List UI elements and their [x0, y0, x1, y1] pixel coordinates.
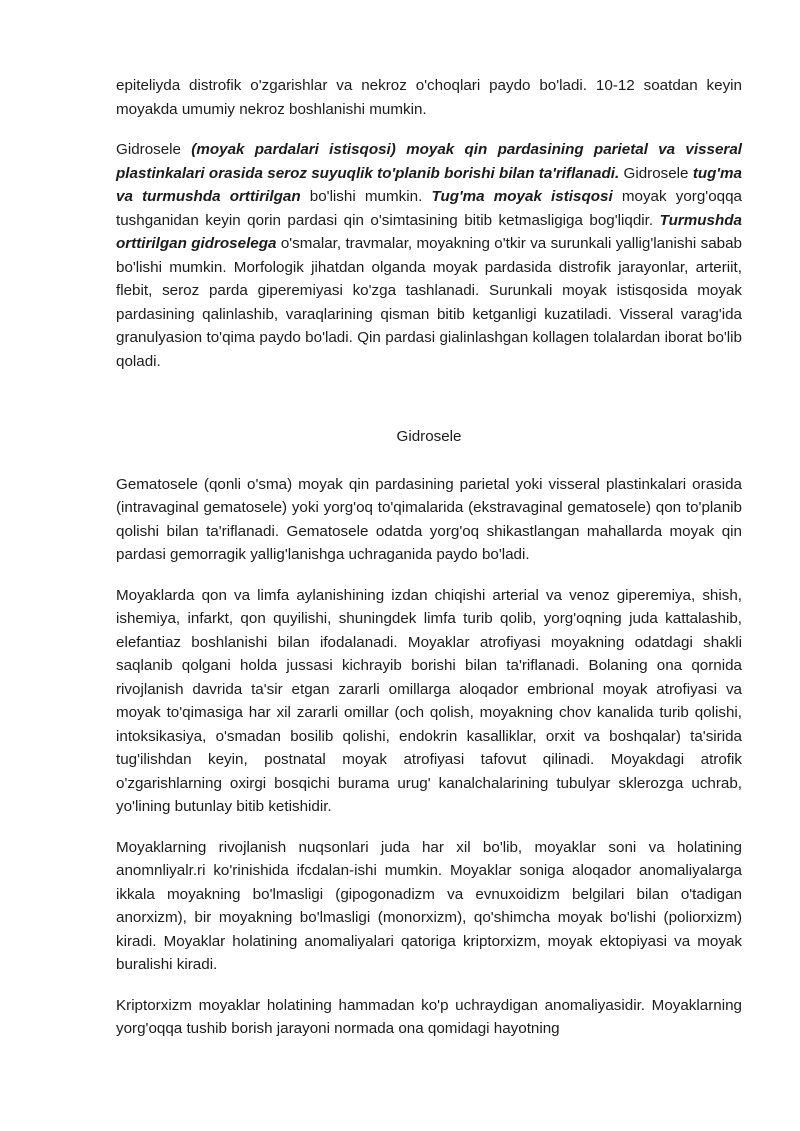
text-run: moyak yorg'oqqa tushganidan keyin qorin pardasi qin o'simtasining bitib ketmasligiga bog'liqdir. — [116, 188, 742, 229]
figure-caption: Gidrosele — [396, 428, 462, 445]
paragraph-hydrocele — [116, 138, 742, 373]
emphasis-congenital: Tug'ma moyak istisqosi — [431, 188, 613, 205]
paragraph-developmental-defects: Moyaklarning rivojlanish nuqsonlari juda har xil bo'lib, moyaklar soni va holatining anomnliyalr.ri ko'rinishida ifcdalan-ishi mumkin. Moyaklar soniga aloqador anomaliyalarga ikkala moyakning bo'lmasligi (gipogonadizm va evnuxoidizm belgilari bilan o'tadigan anorxizm), bir moyakning bo'lmasligi (monorxizm), qo'shimcha moyak bo'lishi (poliorxizm) kiradi. Moyaklar holatining anomaliyalari qatoriga kriptorxizm, moyak ektopiyasi va moyak buralishi kiradi. — [116, 838, 742, 973]
text-run: o'smalar, travmalar, moyakning o'tkir va surunkali yallig'lanishi sabab bo'lishi mumkin. Morfologik jihatdan olganda moyak pardasida distrofik jarayonlar, arteriit, flebit, seroz parda giperemiyasi ko'zga tashlanadi. Surunkali moyak istisqosida moyak pardasining qalinlashib, varaqlarining qisman bitib ketganligi kuzatiladi. Visseral varag'ida granulyasion to'qima paydo bo'ladi. Qin pardasi gialinlashgan kollagen tolalardan iborat bo'lib qoladi. — [116, 235, 742, 370]
text-run: bo'lishi mumkin. — [300, 188, 432, 205]
text-run: Gidrosele — [116, 141, 192, 158]
paragraph-cryptorchidism: Kriptorxizm moyaklar holatining hammadan ko'p uchraydigan anomaliyasidir. Moyaklarning yorg'oqqa tushib borish jarayoni normada ona qomidagi hayotning — [116, 996, 742, 1037]
text-run: Gidrosele — [619, 164, 693, 182]
emphasis-types: tug'ma va turmushda orttirilgan — [116, 164, 742, 205]
paragraph-hematocele: Gematosele (qonli o'sma) moyak qin pardasining parietal yoki visseral plastinkalari orasida (intravaginal gematosele) yoki yorg'oq to'qimalarida (ekstravaginal gematosele) qon to'planib qolishi bilan ta'riflanadi. Gematosele odatda yorg'oq shikastlangan mahallarda moyak qin pardasi gemorragik yallig'lanishga uchraganida paydo bo'ladi. — [116, 475, 742, 563]
paragraph-necrosis: epiteliyda distrofik o'zgarishlar va nekroz o'choqlari paydo bo'ladi. 10-12 soatdan keyin moyakda umumiy nekroz boshlanishi mumkin. — [116, 77, 742, 118]
paragraph-circulation-atrophy: Moyaklarda qon va limfa aylanishining izdan chiqishi arterial va venoz giperemiya, shish, ishemiya, infarkt, qon quyilishi, shuningdek limfa turib qolib, yorg'oqning juda kattalashib, elefantiaz boshlanishi bilan ifodalanadi. Moyaklar atrofiyasi moyakning odatdagi shakli saqlanib qolgani holda jussasi kichrayib borishi bilan ta'riflanadi. Bolaning ona qornida rivojlanish davrida ta'sir etgan zararli omillarga aloqador embrional moyak atrofiyasi va moyak to'qimasiga har xil zararli omillar (och qolish, moyakning chov kanalida turib qolishi, intoksikasiya, o'smadan bosilib qolishi, endokrin kasalliklar, orxit va boshqalar) ta'sirida tug'ilishdan keyin, postnatal moyak atrofiyasi tafovut qilinadi. Moyakdagi atrofik o'zgarishlarning oxirgi bosqichi burama urug' kanalchalarining tubulyar sklerozga uchrab, yo'lining butunlay bitib ketishidir. — [116, 586, 742, 815]
emphasis-definition: (moyak pardalari istisqosi) moyak qin pardasining parietal va visseral plastinkalari orasida seroz suyuqlik to'planib borishi bilan ta'riflanadi. — [116, 141, 742, 182]
emphasis-acquired: Turmushda orttirilgan gidroselega — [116, 211, 742, 252]
